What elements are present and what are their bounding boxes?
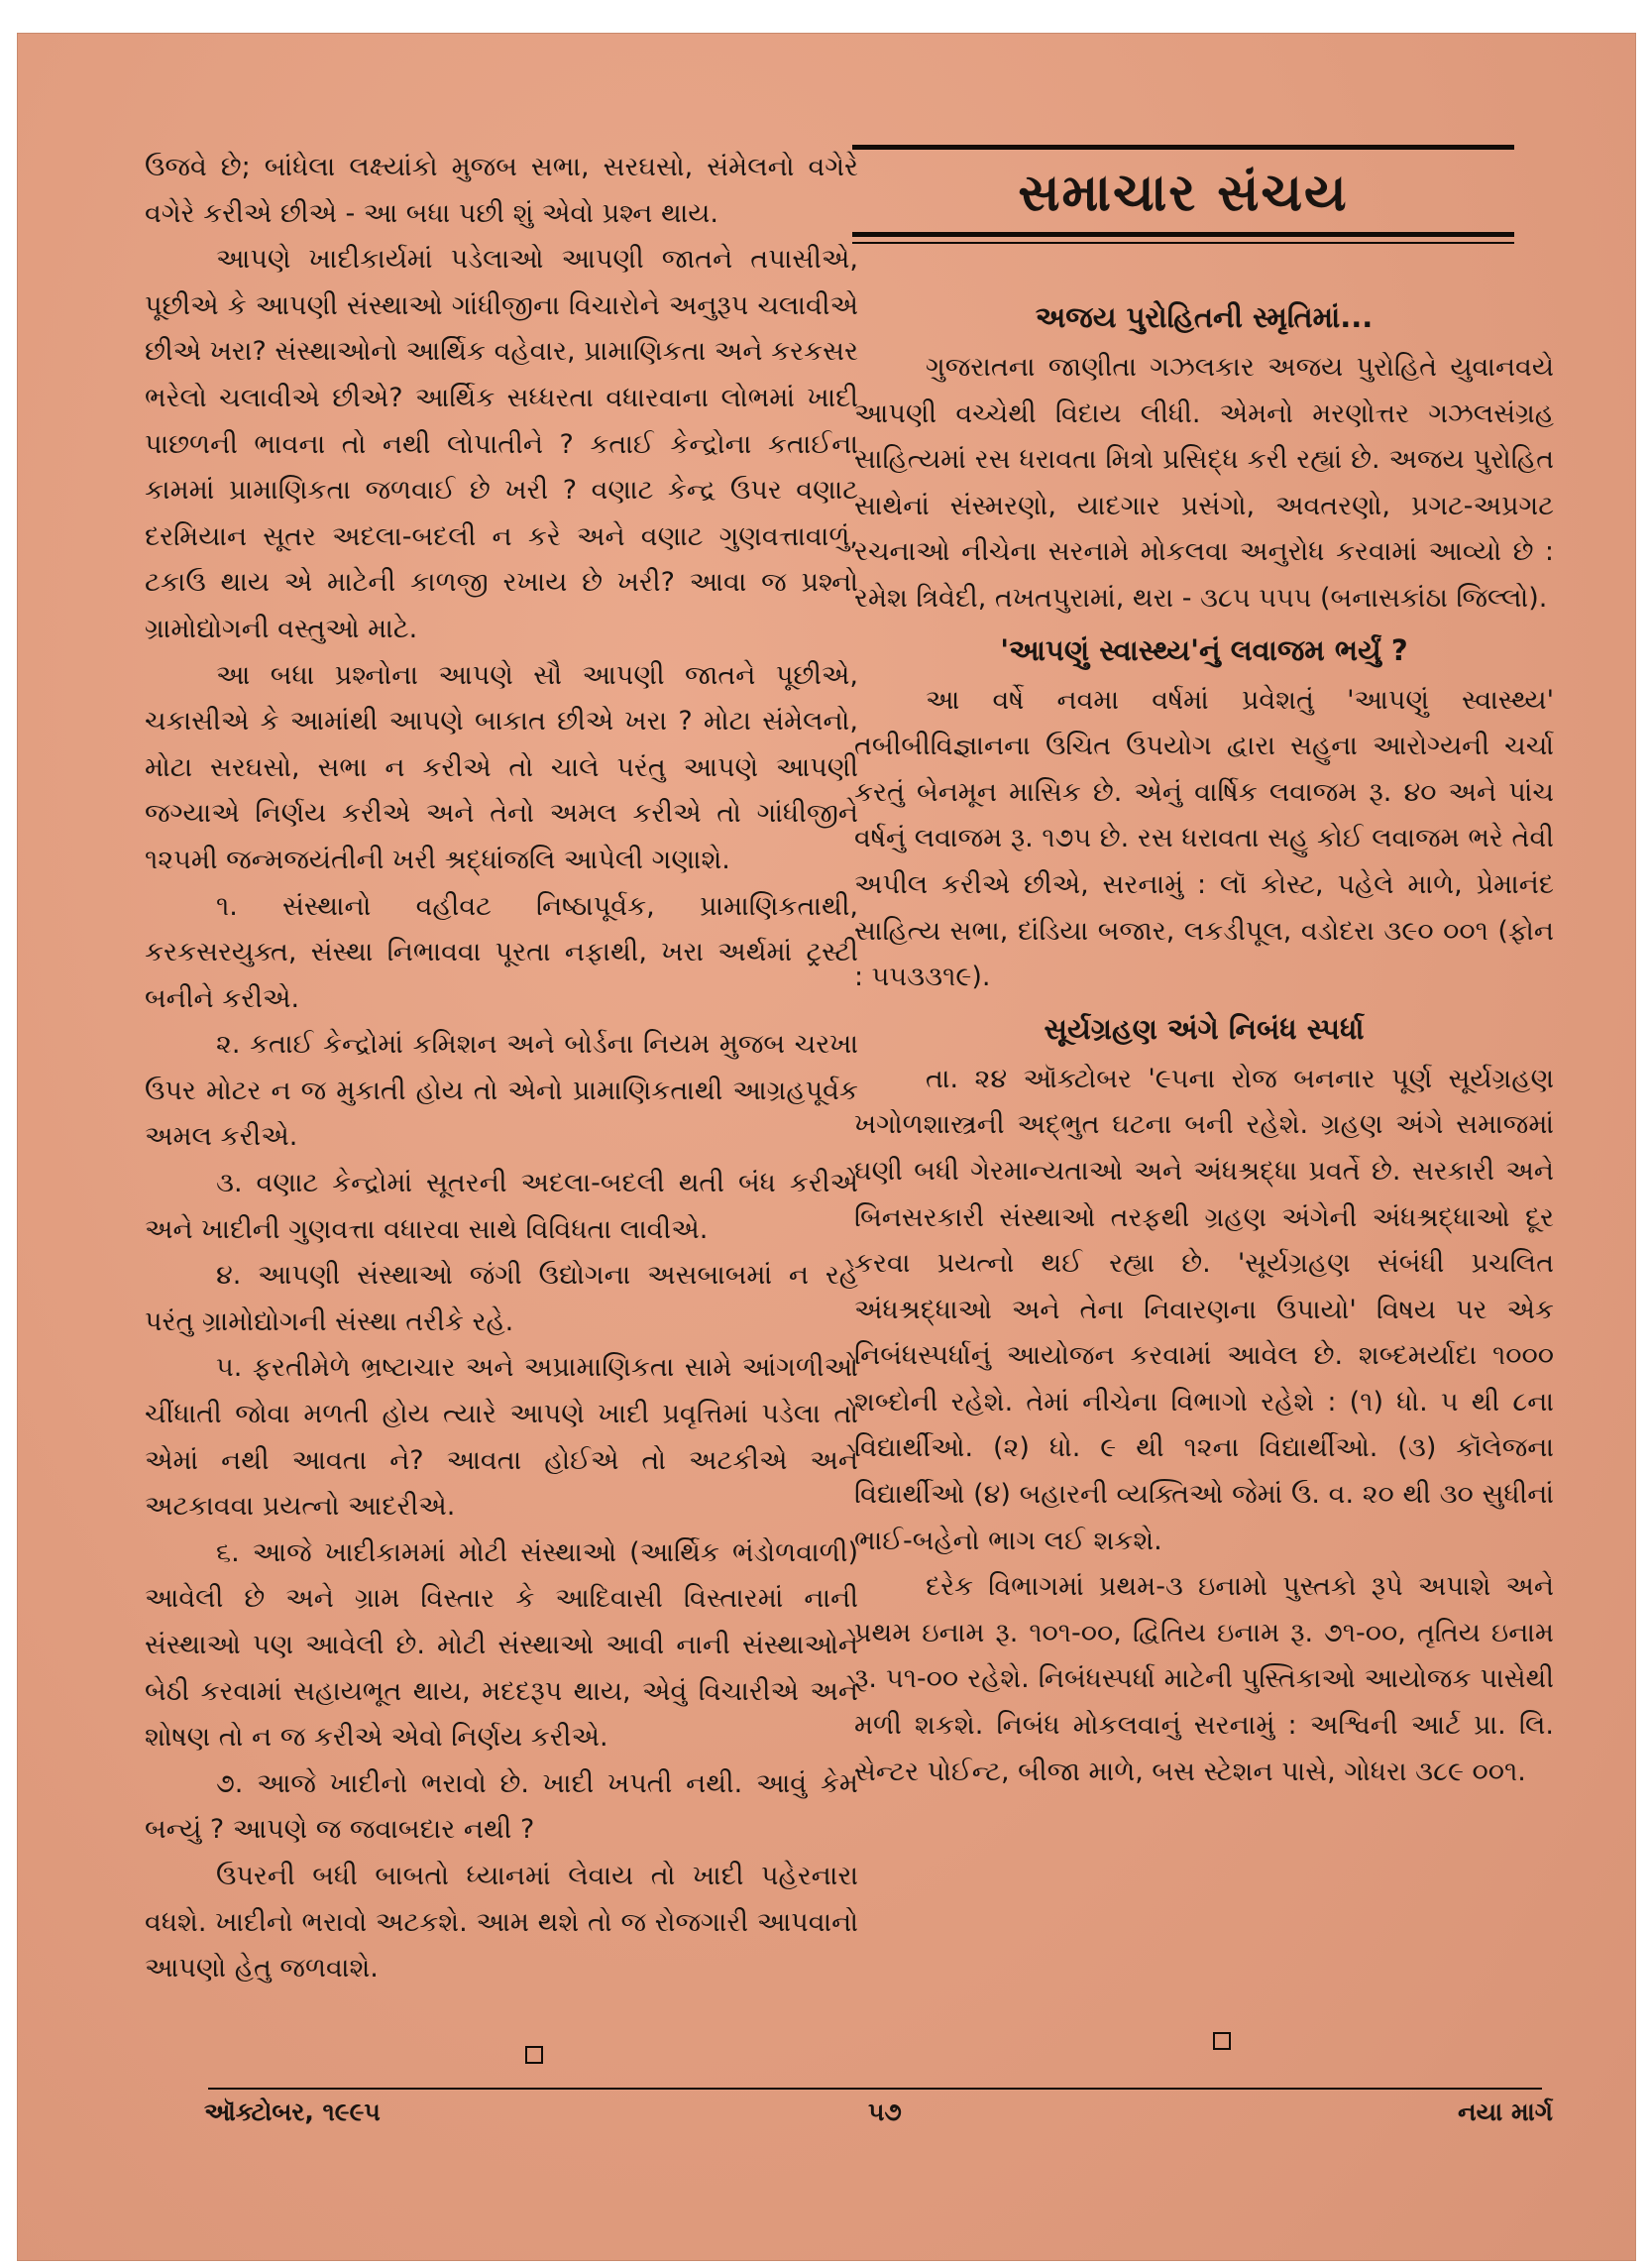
end-mark-icon xyxy=(525,2046,543,2064)
page-number: ૫૭ xyxy=(868,2098,902,2126)
paragraph: ઉપરની બધી બાબતો ધ્યાનમાં લેવાય તો ખાદી પહેરનારા વધશે. ખાદીનો ભરાવો અટકશે. આમ થશે તો જ રોજગારી આપવાનો આપણો હેતુ જળવાશે. xyxy=(145,1860,858,1984)
left-column xyxy=(145,145,858,1992)
divider xyxy=(852,242,1514,244)
paragraph: ૧. સંસ્થાનો વહીવટ નિષ્ઠાપૂર્વક, પ્રામાણિકતાથી, કરકસરયુક્ત, સંસ્થા નિભાવવા પૂરતા નફાથી, ખરા અર્થમાં ટ્રસ્ટી બનીને કરીએ. xyxy=(145,890,858,1014)
paragraph: ૭. આજે ખાદીનો ભરાવો છે. ખાદી ખપતી નથી. આવું કેમ બન્યું ? આપણે જ જવાબદાર નથી ? xyxy=(145,1767,858,1846)
paragraph: આ વર્ષે નવમા વર્ષમાં પ્રવેશતું 'આપણું સ્વાસ્થ્ય' તબીબીવિજ્ઞાનના ઉચિત ઉપયોગ દ્વારા સહુના આરોગ્યની ચર્ચા કરતું બેનમૂન માસિક છે. એનું વાર્ષિક લવાજમ રૂ. ૪૦ અને પાંચ વર્ષનું લવાજમ રૂ. ૧૭૫ છે. રસ ધરાવતા સહુ કોઈ લવાજમ ભરે તેવી અપીલ કરીએ છીએ, સરનામું : લૉ કોસ્ટ, પહેલે માળે, પ્રેમાનંદ સાહિત્ય સભા, દાંડિયા બજાર, લકડીપૂલ, વડોદરા ૩૯૦ ૦૦૧ (ફોન : ૫૫૩૩૧૯). xyxy=(854,684,1554,993)
paragraph: ૬. આજે ખાદીકામમાં મોટી સંસ્થાઓ (આર્થિક ભંડોળવાળી) આવેલી છે અને ગ્રામ વિસ્તાર કે આદિવાસી વિસ્તારમાં નાની સંસ્થાઓ પણ આવેલી છે. મોટી સંસ્થાઓ આવી નાની સંસ્થાઓને બેઠી કરવામાં સહાયભૂત થાય, મદદરૂપ થાય, એવું વિચારીએ અને શોષણ તો ન જ કરીએ એવો નિર્ણય કરીએ. xyxy=(145,1536,858,1754)
paragraph: ઉજવે છે; બાંધેલા લક્ષ્યાંકો મુજબ સભા, સરઘસો, સંમેલનો વગેરે વગેરે કરીએ છીએ - આ બધા પછી શું એવો પ્રશ્ન થાય. xyxy=(145,152,858,229)
paragraph: આપણે ખાદીકાર્યમાં પડેલાઓ આપણી જાતને તપાસીએ, પૂછીએ કે આપણી સંસ્થાઓ ગાંધીજીના વિચારોને અનુરૂપ ચલાવીએ છીએ ખરા? સંસ્થાઓનો આર્થિક વહેવાર, પ્રામાણિકતા અને કરકસર ભરેલો ચલાવીએ છીએ? આર્થિક સધ્ધરતા વધારવાના લોભમાં ખાદી પાછળની ભાવના તો નથી લોપાતીને ? કતાઈ કેન્દ્રોના કતાઈના કામમાં પ્રામાણિકતા જળવાઈ છે ખરી ? વણાટ કેન્દ્ર ઉપર વણાટ દરમિયાન સૂતર અદલા-બદલી ન કરે અને વણાટ ગુણવત્તાવાળું, ટકાઉ થાય એ માટેની કાળજી રખાય છે ખરી? આવા જ પ્રશ્નો ગ્રામોદ્યોગની વસ્તુઓ માટે. xyxy=(145,244,858,644)
article-heading: સૂર્યગ્રહણ અંગે નિબંધ સ્પર્ધા xyxy=(1044,1011,1365,1046)
article-heading: અજય પુરોહિતની સ્મૃતિમાં... xyxy=(1035,300,1374,334)
section-title: સમાચાર સંચય xyxy=(1018,164,1349,223)
paragraph: ગુજરાતના જાણીતા ગઝલકાર અજય પુરોહિતે યુવાનવયે આપણી વચ્ચેથી વિદાય લીધી. એમનો મરણોત્તર ગઝલસંગ્રહ સાહિત્યમાં રસ ધરાવતા મિત્રો પ્રસિદ્ધ કરી રહ્યાં છે. અજય પુરોહિત સાથેનાં સંસ્મરણો, યાદગાર પ્રસંગો, અવતરણો, પ્રગટ-અપ્રગટ રચનાઓ નીચેના સરનામે મોકલવા અનુરોધ કરવામાં આવ્યો છે : રમેશ ત્રિવેદી, તખતપુરામાં, થરા - ૩૮૫ ૫૫૫ (બનાસકાંઠા જિલ્લો). xyxy=(854,352,1554,614)
paragraph: ૫. ફરતીમેળે ભ્રષ્ટાચાર અને અપ્રામાણિકતા સામે આંગળીઓ ચીંધાતી જોવા મળતી હોય ત્યારે આપણે ખાદી પ્રવૃત્તિમાં પડેલા તો એમાં નથી આવતા ને? આવતા હોઈએ તો અટકીએ અને અટકાવવા પ્રયત્નો આદરીએ. xyxy=(145,1352,858,1523)
footer-divider xyxy=(208,2088,1542,2090)
magazine-name: નયા માર્ગ xyxy=(1458,2098,1553,2126)
article-heading: 'આપણું સ્વાસ્થ્ય'નું લવાજમ ભર્યું ? xyxy=(1000,632,1408,667)
footer-date: ઑક્ટોબર, ૧૯૯૫ xyxy=(204,2098,381,2126)
paragraph: દરેક વિભાગમાં પ્રથમ-૩ ઇનામો પુસ્તકો રૂપે અપાશે અને પ્રથમ ઇનામ રૂ. ૧૦૧-૦૦, દ્વિતિય ઇનામ રૂ. ૭૧-૦૦, તૃતિય ઇનામ રૂ. ૫૧-૦૦ રહેશે. નિબંધસ્પર્ધા માટેની પુસ્તિકાઓ આયોજક પાસેથી મળી શકશે. નિબંધ મોકલવાનું સરનામું : અશ્વિની આર્ટ પ્રા. લિ. સેન્ટર પોઈન્ટ, બીજા માળે, બસ સ્ટેશન પાસે, ગોધરા ૩૮૯ ૦૦૧. xyxy=(854,1571,1554,1787)
paragraph: ૪. આપણી સંસ્થાઓ જંગી ઉદ્યોગના અસબાબમાં ન રહે પરંતુ ગ્રામોદ્યોગની સંસ્થા તરીકે રહે. xyxy=(145,1260,858,1337)
paragraph: ૨. કતાઈ કેન્દ્રોમાં કમિશન અને બોર્ડના નિયમ મુજબ ચરખા ઉપર મોટર ન જ મુકાતી હોય તો એનો પ્રામાણિકતાથી આગ્રહપૂર્વક અમલ કરીએ. xyxy=(145,1029,858,1153)
end-mark-icon xyxy=(1213,2032,1231,2050)
divider xyxy=(852,145,1514,150)
paragraph: આ બધા પ્રશ્નોના આપણે સૌ આપણી જાતને પૂછીએ, ચકાસીએ કે આમાંથી આપણે બાકાત છીએ ખરા ? મોટા સંમેલનો, મોટા સરઘસો, સભા ન કરીએ તો ચાલે પરંતુ આપણે આપણી જગ્યાએ નિર્ણય કરીએ અને તેનો અમલ કરીએ તો ગાંધીજીને ૧૨૫મી જન્મજયંતીની ખરી શ્રદ્ધાંજલિ આપેલી ગણાશે. xyxy=(145,659,858,875)
paragraph: ૩. વણાટ કેન્દ્રોમાં સૂતરની અદલા-બદલી થતી બંધ કરીએ અને ખાદીની ગુણવત્તા વધારવા સાથે વિવિધતા લાવીએ. xyxy=(145,1168,858,1245)
section-masthead xyxy=(852,145,1514,254)
right-column xyxy=(854,289,1554,1795)
divider xyxy=(852,232,1514,237)
paragraph: તા. ૨૪ ઑક્ટોબર '૯૫ના રોજ બનનાર પૂર્ણ સૂર્યગ્રહણ ખગોળશાસ્ત્રની અદ્ભુત ઘટના બની રહેશે. ગ્રહણ અંગે સમાજમાં ઘણી બધી ગેરમાન્યતાઓ અને અંધશ્રદ્ધા પ્રવર્તે છે. સરકારી અને બિનસરકારી સંસ્થાઓ તરફથી ગ્રહણ અંગેની અંધશ્રદ્ધાઓ દૂર કરવા પ્રયત્નો થઈ રહ્યા છે. 'સૂર્યગ્રહણ સંબંધી પ્રચલિત અંધશ્રદ્ધાઓ અને તેના નિવારણના ઉપાયો' વિષય પર એક નિબંધસ્પર્ધાનું આયોજન કરવામાં આવેલ છે. શબ્દમર્યાદા ૧૦૦૦ શબ્દોની રહેશે. તેમાં નીચેના વિભાગો રહેશે : (૧) ધો. ૫ થી ૮ના વિદ્યાર્થીઓ. (૨) ધો. ૯ થી ૧૨ના વિદ્યાર્થીઓ. (૩) કૉલેજના વિદ્યાર્થીઓ (૪) બહારની વ્યક્તિઓ જેમાં ઉ. વ. ૨૦ થી ૩૦ સુધીનાં ભાઈ-બહેનો ભાગ લઈ શકશે. xyxy=(854,1063,1554,1556)
